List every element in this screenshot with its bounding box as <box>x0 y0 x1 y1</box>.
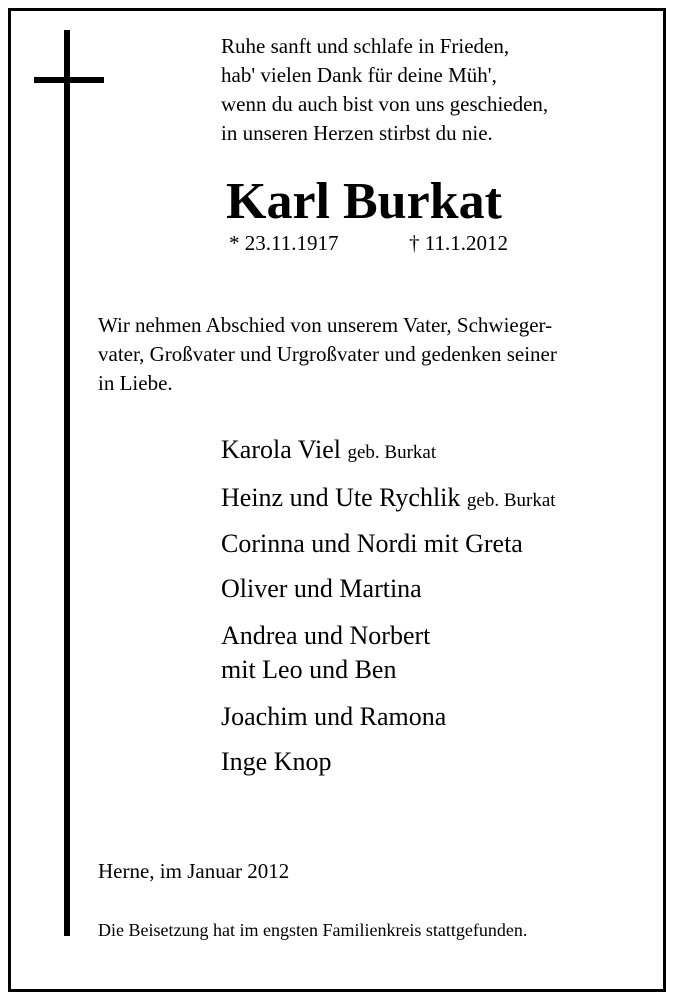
mourner-name: Karola Viel <box>221 435 341 464</box>
mourner-name: Heinz und Ute Rychlik <box>221 483 461 512</box>
mourner-entry <box>221 654 396 686</box>
burial-note: Die Beisetzung hat im engsten Familienkreis stattgefunden. <box>98 920 528 940</box>
birth-date: * 23.11.1917 <box>229 231 339 255</box>
mourner-entry <box>221 528 523 560</box>
poem-line: hab' vielen Dank für deine Müh', <box>221 63 497 87</box>
cross-icon-bar <box>34 77 104 83</box>
farewell-line: vater, Großvater und Urgroßvater und gedenken seiner <box>98 342 557 366</box>
deceased-name: Karl Burkat <box>226 173 502 230</box>
mourner-name: mit Leo und Ben <box>221 655 397 684</box>
mourner-entry <box>221 746 331 778</box>
life-dates <box>229 229 508 257</box>
poem <box>221 32 548 148</box>
mourner-entry <box>221 434 436 469</box>
mourner-name: Joachim und Ramona <box>221 702 447 731</box>
poem-line: wenn du auch bist von uns geschieden, <box>221 92 549 116</box>
mourner-name: Corinna und Nordi mit Greta <box>221 529 523 558</box>
mourner-entry <box>221 482 556 517</box>
mourner-name: Andrea und Norbert <box>221 621 431 650</box>
farewell-line: in Liebe. <box>98 371 173 395</box>
mourner-entry <box>221 620 430 652</box>
mourner-entry <box>221 701 446 733</box>
death-date: † 11.1.2012 <box>409 231 508 255</box>
mourner-birth-name: geb. Burkat <box>466 490 556 511</box>
mourner-birth-name: geb. Burkat <box>347 442 437 463</box>
farewell-text <box>98 311 557 398</box>
cross-icon <box>64 30 70 936</box>
poem-line: Ruhe sanft und schlafe in Frieden, <box>221 34 510 58</box>
farewell-line: Wir nehmen Abschied von unserem Vater, Schwieger- <box>98 313 553 337</box>
mourner-name: Oliver und Martina <box>221 574 422 603</box>
mourner-name: Inge Knop <box>221 747 332 776</box>
place-date: Herne, im Januar 2012 <box>98 859 290 883</box>
poem-line: in unseren Herzen stirbst du nie. <box>221 121 493 145</box>
mourner-entry <box>221 573 422 605</box>
